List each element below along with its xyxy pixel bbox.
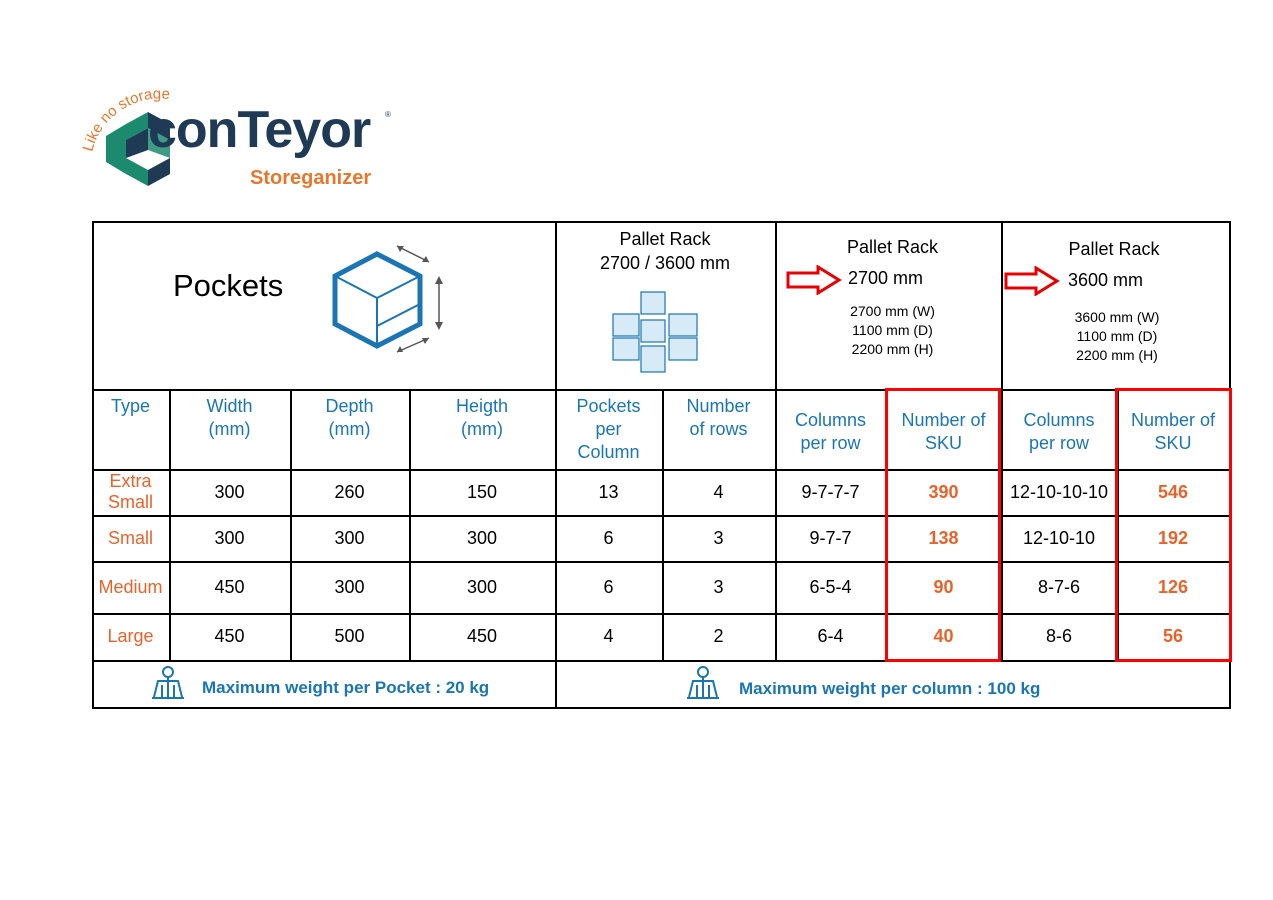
table-cell-cols-3600 xyxy=(1001,515,1117,561)
cell-value: 90 xyxy=(933,576,954,597)
cell-value: 150 xyxy=(466,481,498,502)
table-cell-pockets-per-column xyxy=(555,561,662,613)
cell-value: 8-7-6 xyxy=(1037,576,1081,597)
row-type-line: Small xyxy=(107,492,153,512)
cell-value: 6 xyxy=(603,576,614,597)
column-header-columns-per-row-2700 xyxy=(775,409,886,469)
column-header-line: (mm) xyxy=(328,419,371,439)
cell-value: 300 xyxy=(334,527,365,548)
table-cell-rows xyxy=(662,515,775,561)
table-divider xyxy=(1229,221,1231,391)
cell-value: 6-4 xyxy=(817,626,844,646)
column-header-line: SKU xyxy=(1154,433,1192,453)
stacked-cubes-icon xyxy=(608,290,703,380)
column-header-number-of-rows xyxy=(662,395,775,469)
table-cell-height xyxy=(409,613,555,660)
table-cell-type xyxy=(92,515,169,561)
row-type-line: Small xyxy=(107,527,153,548)
cell-value: 450 xyxy=(214,576,245,597)
row-type-line: Large xyxy=(107,626,154,646)
table-cell-depth xyxy=(290,469,409,515)
max-weight-column: Maximum weight per column : 100 kg xyxy=(739,679,1041,698)
table-cell-width xyxy=(169,469,290,515)
cell-value: 6-5-4 xyxy=(809,576,852,597)
column-header-height xyxy=(409,395,555,469)
cell-value: 56 xyxy=(1162,626,1184,646)
pallet-rack-2700-height: 2700 mm xyxy=(848,268,924,288)
cell-value: 8-6 xyxy=(1045,626,1072,646)
pallet-rack-3600-width: 3600 mm (W) xyxy=(1074,309,1160,325)
table-cell-depth xyxy=(290,613,409,660)
table-border-top xyxy=(92,221,1231,223)
logo-tagline: Like no storage xyxy=(79,85,171,154)
table-cell-width xyxy=(169,561,290,613)
table-border-bottom xyxy=(92,707,1231,709)
column-header-line: Width xyxy=(206,396,253,416)
table-cell-cols-2700 xyxy=(775,515,886,561)
table-cell-cols-2700 xyxy=(775,469,886,515)
column-header-line: (mm) xyxy=(461,419,503,439)
table-cell-rows xyxy=(662,469,775,515)
table-cell-height xyxy=(409,469,555,515)
logo-registered: ® xyxy=(385,110,391,119)
cell-value: 12-10-10 xyxy=(1022,527,1096,548)
table-cell-cols-2700 xyxy=(775,613,886,660)
column-header-line: Heigth xyxy=(455,396,509,416)
column-header-line: Type xyxy=(110,396,151,416)
cell-value: 4 xyxy=(603,626,614,646)
table-cell-cols-3600 xyxy=(1001,613,1117,660)
cell-value: 12-10-10-10 xyxy=(1009,481,1109,502)
table-cell-width xyxy=(169,613,290,660)
pallet-rack-2700-height-dim: 2200 mm (H) xyxy=(851,341,934,357)
cell-value: 126 xyxy=(1157,576,1189,597)
column-header-line: per row xyxy=(1028,433,1090,453)
pallet-rack-2700-width: 2700 mm (W) xyxy=(850,303,935,319)
column-header-line: Columns xyxy=(1023,410,1095,430)
cell-value: 546 xyxy=(1157,481,1189,502)
table-cell-cols-3600 xyxy=(1001,561,1117,613)
cell-value: 3 xyxy=(713,576,724,597)
pallet-rack-3600-depth: 1100 mm (D) xyxy=(1076,328,1158,344)
column-header-line: Pockets xyxy=(576,396,641,416)
column-header-line: SKU xyxy=(924,433,962,453)
table-divider xyxy=(775,221,777,391)
max-weight-pocket: Maximum weight per Pocket : 20 kg xyxy=(202,678,490,697)
cell-value: 192 xyxy=(1157,527,1189,548)
column-header-line: Number xyxy=(686,396,751,416)
column-header-pockets-per-column xyxy=(555,395,662,469)
pallet-rack-3600-height-dim: 2200 mm (H) xyxy=(1076,347,1158,363)
cell-value: 138 xyxy=(928,527,959,548)
column-header-line: Depth xyxy=(325,396,374,416)
weight-scale-icon xyxy=(685,665,721,701)
pallet-rack-2700-depth: 1100 mm (D) xyxy=(852,322,933,338)
column-header-line: Column xyxy=(577,442,640,462)
cell-value: 6 xyxy=(603,527,614,548)
pallet-rack-both-title: Pallet Rack xyxy=(619,229,711,249)
cell-value: 2 xyxy=(713,626,724,646)
column-header-width xyxy=(169,395,290,469)
logo-product: Storeganizer xyxy=(250,167,372,189)
column-header-depth xyxy=(290,395,409,469)
table-cell-depth xyxy=(290,561,409,613)
table-divider xyxy=(92,660,94,709)
column-header-line: Number of xyxy=(901,410,986,430)
sku-3600-highlight xyxy=(1115,388,1232,662)
cell-value: 300 xyxy=(466,576,498,597)
table-cell-depth xyxy=(290,515,409,561)
cell-value: 300 xyxy=(214,481,245,502)
pockets-title: Pockets xyxy=(173,268,284,303)
cube-dimensions-icon xyxy=(325,240,450,360)
row-type-line: Medium xyxy=(98,576,163,597)
cell-value: 500 xyxy=(334,626,365,646)
red-arrow-icon xyxy=(786,265,842,295)
table-divider xyxy=(1229,660,1231,709)
red-arrow-icon xyxy=(1004,266,1060,296)
pallet-rack-2700-title: Pallet Rack xyxy=(846,237,939,257)
cell-value: 450 xyxy=(214,626,245,646)
cell-value: 300 xyxy=(334,576,365,597)
cell-value: 260 xyxy=(334,481,365,502)
table-divider xyxy=(92,221,94,391)
row-type-line: Extra xyxy=(109,471,152,491)
cell-value: 40 xyxy=(933,626,954,646)
weight-scale-icon xyxy=(150,665,186,701)
table-cell-type xyxy=(92,469,169,515)
cell-value: 9-7-7-7 xyxy=(801,481,860,502)
cell-value: 3 xyxy=(713,527,724,548)
cell-value: 300 xyxy=(466,527,498,548)
sku-2700-highlight xyxy=(885,388,1001,662)
cell-value: 4 xyxy=(713,481,724,502)
cell-value: 300 xyxy=(214,527,245,548)
pallet-rack-3600-height: 3600 mm xyxy=(1068,270,1144,290)
table-cell-type xyxy=(92,561,169,613)
table-cell-type xyxy=(92,613,169,660)
table-cell-height xyxy=(409,561,555,613)
column-header-line: Columns xyxy=(794,410,867,430)
logo-brand: conTeyor xyxy=(148,101,371,159)
cell-value: 13 xyxy=(598,481,619,502)
column-header-line: per row xyxy=(800,433,861,453)
column-header-line: (mm) xyxy=(208,419,251,439)
table-cell-height xyxy=(409,515,555,561)
table-cell-rows xyxy=(662,561,775,613)
cell-value: 450 xyxy=(466,626,498,646)
table-cell-rows xyxy=(662,613,775,660)
column-header-line: Number of xyxy=(1130,410,1216,430)
table-divider xyxy=(555,660,557,709)
table-cell-cols-2700 xyxy=(775,561,886,613)
table-cell-cols-3600 xyxy=(1001,469,1117,515)
cell-value: 390 xyxy=(928,481,959,502)
column-header-type xyxy=(92,395,169,469)
cell-value: 9-7-7 xyxy=(809,527,852,548)
column-header-columns-per-row-3600 xyxy=(1001,409,1117,469)
table-cell-width xyxy=(169,515,290,561)
table-cell-pockets-per-column xyxy=(555,515,662,561)
column-header-line: per xyxy=(595,419,622,439)
table-cell-pockets-per-column xyxy=(555,469,662,515)
table-cell-pockets-per-column xyxy=(555,613,662,660)
pallet-rack-3600-title: Pallet Rack xyxy=(1068,239,1160,259)
pallet-rack-both-subtitle: 2700 / 3600 mm xyxy=(599,253,731,273)
column-header-line: of rows xyxy=(689,419,748,439)
